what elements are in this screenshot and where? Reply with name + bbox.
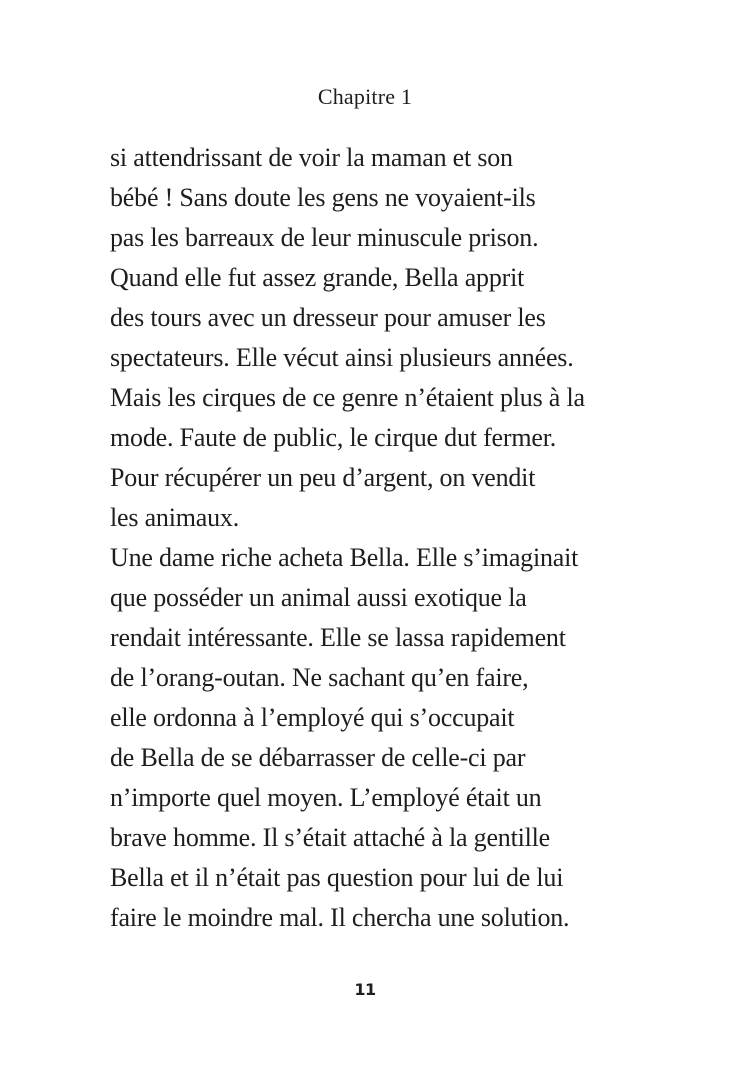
chapter-heading: Chapitre 1 — [317, 84, 413, 109]
text-line: de Bella de se débarrasser de celle-ci par — [110, 743, 526, 772]
text-line: des tours avec un dresseur pour amuser les — [110, 303, 546, 332]
text-line: brave homme. Il s’était attaché à la gentille — [110, 823, 551, 852]
text-line: Mais les cirques de ce genre n’étaient plus à la — [110, 383, 585, 412]
text-line: faire le moindre mal. Il chercha une solution. — [110, 903, 570, 932]
text-line: mode. Faute de public, le cirque dut fermer. — [110, 423, 557, 452]
text-line: Bella et il n’était pas question pour lui de lui — [110, 863, 564, 892]
text-line: rendait intéressante. Elle se lassa rapidement — [110, 623, 566, 652]
text-line: bébé ! Sans doute les gens ne voyaient-ils — [110, 183, 536, 212]
text-line: Une dame riche acheta Bella. Elle s’imaginait — [110, 543, 579, 572]
text-line: Pour récupérer un peu d’argent, on vendit — [110, 463, 536, 492]
text-line: Quand elle fut assez grande, Bella apprit — [110, 263, 525, 292]
text-line: spectateurs. Elle vécut ainsi plusieurs années. — [110, 343, 574, 372]
text-line: que posséder un animal aussi exotique la — [110, 583, 527, 612]
text-line: si attendrissant de voir la maman et son — [110, 143, 513, 172]
text-line: de l’orang-outan. Ne sachant qu’en faire, — [110, 663, 529, 692]
body-text — [110, 138, 690, 938]
text-line: les animaux. — [110, 503, 240, 532]
text-line: n’importe quel moyen. L’employé était un — [110, 783, 542, 812]
text-line: pas les barreaux de leur minuscule prison. — [110, 223, 539, 252]
page-number: 11 — [354, 980, 376, 999]
text-line: elle ordonna à l’employé qui s’occupait — [110, 703, 515, 732]
